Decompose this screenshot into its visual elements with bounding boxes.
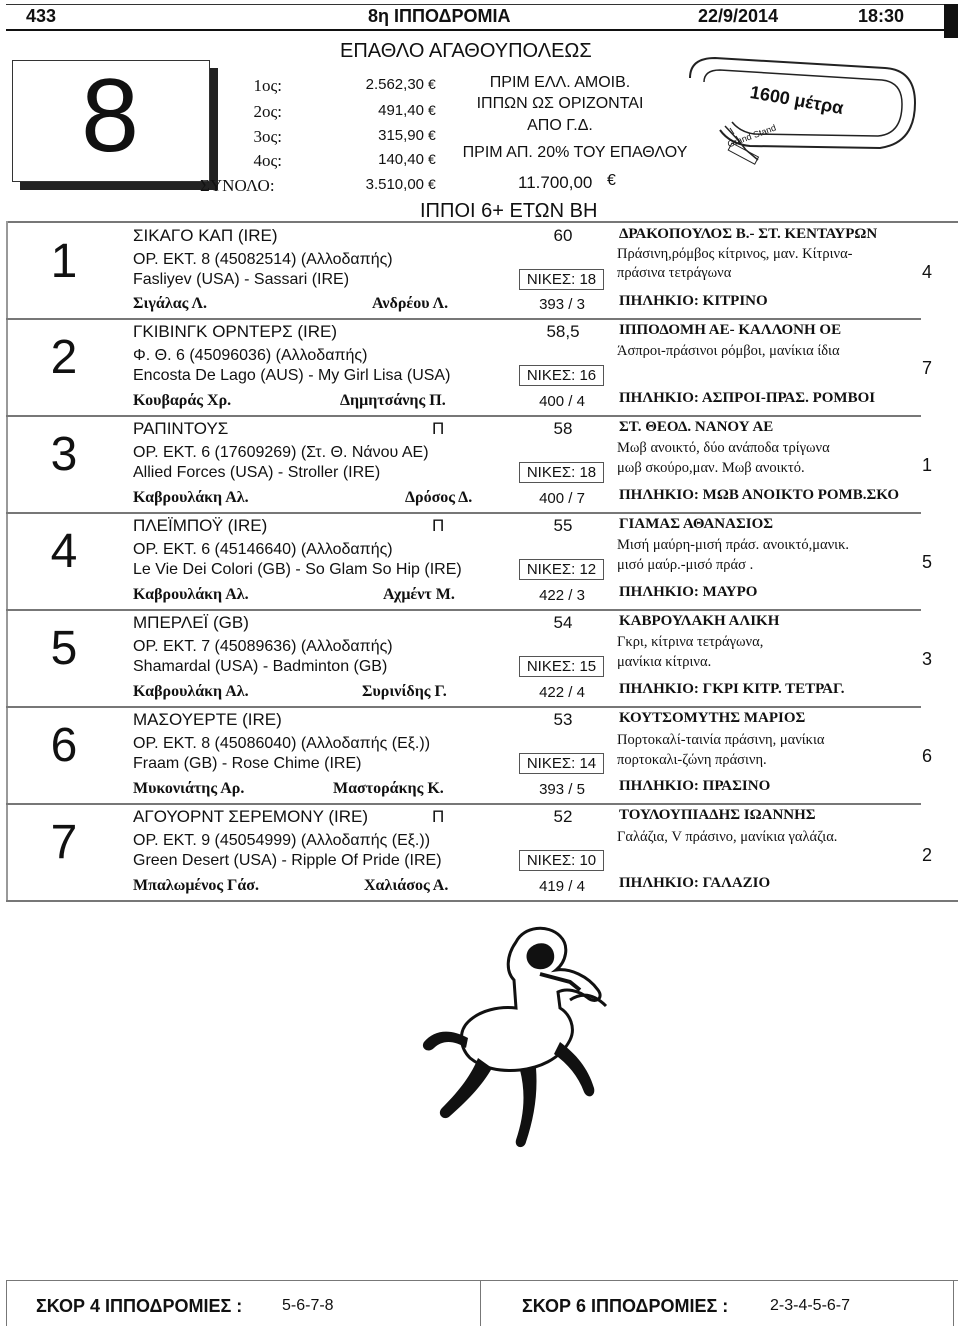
prize-label-1: 1ος:	[253, 76, 282, 95]
divider	[6, 609, 921, 611]
distance-label: 1600 μέτρα	[748, 82, 845, 119]
horse-pedigree: Le Vie Dei Colori (GB) - So Glam So Hip (IRE)	[133, 561, 462, 578]
draw-number: 3	[921, 649, 932, 669]
divider	[6, 1280, 958, 1281]
jockey: Μυκονιάτης Αρ.	[133, 780, 245, 797]
total-label: ΣΥΝΟΛΟ:	[200, 176, 275, 195]
trainer: Χαλιάσος Α.	[364, 877, 449, 894]
post-position: 6	[50, 719, 78, 772]
horse-pedigree: Fasliyev (USA) - Sassari (IRE)	[133, 271, 350, 288]
owner: ΣΤ. ΘΕΟΔ. ΝΑΝΟΥ ΑΕ	[619, 419, 774, 435]
race-number: 8	[81, 58, 139, 174]
record: 422 / 3	[539, 587, 585, 604]
horse-pedigree: Green Desert (USA) - Ripple Of Pride (IRE)	[133, 852, 442, 869]
jersey: ΠΗΛΗΚΙΟ: ΓΚΡΙ ΚΙΤΡ. ΤΕΤΡΑΓ.	[619, 681, 845, 697]
post-position: 3	[50, 428, 78, 481]
owner: ΚΑΒΡΟΥΛΑΚΗ ΑΛΙΚΗ	[619, 613, 780, 629]
horse-flag: Π	[432, 807, 445, 826]
horse-jockey-illustration	[420, 918, 610, 1163]
divider	[6, 318, 921, 320]
horse-name: ΣΙΚΑΓΟ ΚΑΠ (IRE)	[133, 226, 278, 245]
owner: ΚΟΥΤΣΟΜΥΤΗΣ ΜΑΡΙΟΣ	[619, 710, 806, 726]
prize-label-2: 2ος:	[253, 102, 282, 121]
silks-desc: μισό μαύρ.-μισό πράσ .	[617, 557, 754, 573]
post-position: 2	[50, 331, 78, 384]
record: 393 / 5	[539, 781, 585, 798]
horse-info: Φ. Θ. 6 (45096036) (Αλλοδαπής)	[133, 347, 368, 364]
record: 400 / 7	[539, 490, 585, 507]
score4-value: 5-6-7-8	[282, 1297, 334, 1314]
prize-value-2: 491,40	[378, 102, 424, 119]
trainer: Δημητσάνης Π.	[340, 392, 446, 409]
horse-name: ΓΚΙΒΙΝΓΚ ΟΡΝΤΕΡΣ (IRE)	[133, 322, 337, 341]
page-header	[6, 4, 944, 31]
trainer: Ανδρέου Λ.	[372, 295, 449, 312]
wins-box: ΝΙΚΕΣ: 18	[519, 269, 604, 290]
post-position: 1	[50, 235, 78, 288]
horse-weight: 53	[553, 710, 573, 729]
wins-box: ΝΙΚΕΣ: 18	[519, 462, 604, 483]
silks-desc: μανίκια κίτρινα.	[617, 654, 712, 670]
race-title: ΕΠΑΘΛΟ ΑΓΑΘΟΥΠΟΛΕΩΣ	[340, 40, 592, 62]
horse-name: ΜΑΣΟΥΕΡΤΕ (IRE)	[133, 710, 282, 729]
jockey: Σιγάλας Λ.	[133, 295, 207, 312]
silks-desc: πράσινα τετράγωνα	[617, 265, 732, 281]
trainer: Συρινίδης Γ.	[362, 683, 447, 700]
divider	[6, 803, 921, 805]
divider	[6, 221, 958, 223]
prize-value-3: 315,90	[378, 127, 424, 144]
jersey: ΠΗΛΗΚΙΟ: ΚΙΤΡΙΝΟ	[619, 293, 768, 309]
score4-label: ΣΚΟΡ 4 ΙΠΠΟΔΡΟΜΙΕΣ :	[36, 1296, 243, 1316]
horse-weight: 58,5	[546, 322, 580, 341]
horse-info: ΟΡ. ΕΚΤ. 7 (45089636) (Αλλοδαπής)	[133, 638, 393, 655]
silks-desc: Μωβ ανοικτό, δύο ανάποδα τρίγωνα	[617, 440, 830, 456]
score6-value: 2-3-4-5-6-7	[770, 1297, 851, 1314]
post-position: 4	[50, 525, 78, 578]
jockey: Κουβαράς Χρ.	[133, 392, 232, 409]
track-diagram	[670, 48, 930, 178]
trainer: Μαστοράκης Κ.	[333, 780, 444, 797]
jockey: Μπαλωμένος Γάσ.	[133, 877, 259, 894]
wins-box: ΝΙΚΕΣ: 16	[519, 365, 604, 386]
horse-weight: 54	[553, 613, 573, 632]
horse-weight: 60	[553, 226, 573, 245]
divider	[6, 512, 921, 514]
total-value: 3.510,00	[365, 176, 424, 193]
race-time: 18:30	[858, 6, 905, 26]
silks-desc: μωβ σκούρο,μαν. Μωβ ανοικτό.	[617, 460, 805, 476]
wins-box: ΝΙΚΕΣ: 12	[519, 559, 604, 580]
divider	[6, 706, 921, 708]
trainer: Αχμέντ Μ.	[383, 586, 455, 603]
horse-name: ΠΛΕΪΜΠΟΫ (IRE)	[133, 516, 268, 535]
race-date: 22/9/2014	[698, 6, 779, 26]
silks-desc: πορτοκαλι-ζώνη πράσινη.	[617, 752, 767, 768]
race-label: 8η ΙΠΠΟΔΡΟΜΙΑ	[368, 6, 511, 26]
horse-weight: 52	[553, 807, 573, 826]
horse-pedigree: Encosta De Lago (AUS) - My Girl Lisa (USA)	[133, 367, 451, 384]
bonus-line-1: ΠΡΙΜ ΕΛΛ. ΑΜΟΙΒ.	[489, 74, 631, 91]
wins-box: ΝΙΚΕΣ: 10	[519, 850, 604, 871]
divider	[6, 415, 921, 417]
owner: ΓΙΑΜΑΣ ΑΘΑΝΑΣΙΟΣ	[619, 516, 774, 532]
bonus-total: 11.700,00	[518, 173, 593, 192]
draw-number: 1	[921, 455, 932, 475]
euro-icon: €	[428, 102, 436, 118]
divider	[6, 221, 8, 901]
horse-weight: 58	[553, 419, 573, 438]
draw-number: 6	[921, 746, 932, 766]
record: 422 / 4	[539, 684, 585, 701]
post-position: 5	[50, 622, 78, 675]
horse-pedigree: Allied Forces (USA) - Stroller (IRE)	[133, 464, 381, 481]
divider	[6, 900, 958, 902]
euro-icon: €	[428, 151, 436, 167]
horse-flag: Π	[432, 516, 445, 535]
horse-name: ΡΑΠΙΝΤΟΥΣ	[133, 419, 229, 438]
race-category: ΙΠΠΟΙ 6+ ΕΤΩΝ ΒΗ	[420, 200, 598, 222]
draw-number: 5	[921, 552, 932, 572]
owner: ΙΠΠΟΔΟΜΗ ΑΕ- ΚΑΛΛΟΝΗ ΟΕ	[619, 322, 842, 338]
page-number: 433	[26, 6, 57, 26]
jersey: ΠΗΛΗΚΙΟ: ΑΣΠΡΟΙ-ΠΡΑΣ. ΡΟΜΒΟΙ	[619, 390, 876, 406]
euro-icon: €	[428, 127, 436, 143]
silks-desc: Γαλάζια, V πράσινο, μανίκια γαλάζια.	[617, 829, 838, 845]
wins-box: ΝΙΚΕΣ: 14	[519, 753, 604, 774]
silks-desc: Άσπροι-πράσινοι ρόμβοι, μανίκια ίδια	[617, 343, 840, 359]
wins-box: ΝΙΚΕΣ: 15	[519, 656, 604, 677]
bonus-line-4: ΠΡΙΜ ΑΠ. 20% ΤΟΥ ΕΠΑΘΛΟΥ	[462, 144, 688, 161]
euro-icon: €	[607, 172, 616, 189]
record: 393 / 3	[539, 296, 585, 313]
draw-number: 7	[921, 358, 932, 378]
jockey: Καβρουλάκη Αλ.	[133, 586, 249, 603]
silks-desc: Πορτοκαλί-ταινία πράσινη, μανίκια	[617, 732, 825, 748]
horse-flag: Π	[432, 419, 445, 438]
score6-label: ΣΚΟΡ 6 ΙΠΠΟΔΡΟΜΙΕΣ :	[522, 1296, 729, 1316]
euro-icon: €	[428, 76, 436, 92]
horse-name: ΜΠΕΡΛΕΪ (GB)	[133, 613, 249, 632]
euro-icon: €	[428, 176, 436, 192]
record: 400 / 4	[539, 393, 585, 410]
owner: ΤΟΥΛΟΥΠΙΑΔΗΣ ΙΩΑΝΝΗΣ	[619, 807, 816, 823]
silks-desc: Γκρι, κίτρινα τετράγωνα,	[617, 634, 764, 650]
divider	[953, 1280, 954, 1326]
prize-value-1: 2.562,30	[365, 76, 424, 93]
header-block	[944, 4, 958, 38]
owner: ΔΡΑΚΟΠΟΥΛΟΣ Β.- ΣΤ. ΚΕΝΤΑΥΡΩΝ	[619, 226, 878, 242]
horse-name: ΑΓΟΥΟΡΝΤ ΣΕΡΕΜΟΝΥ (IRE)	[133, 807, 369, 826]
draw-number: 2	[921, 845, 932, 865]
jockey: Καβρουλάκη Αλ.	[133, 489, 249, 506]
horse-info: ΟΡ. ΕΚΤ. 9 (45054999) (Αλλοδαπής (Εξ.))	[133, 832, 431, 849]
jockey: Καβρουλάκη Αλ.	[133, 683, 249, 700]
jersey: ΠΗΛΗΚΙΟ: ΜΑΥΡΟ	[619, 584, 758, 600]
horse-info: ΟΡ. ΕΚΤ. 6 (17609269) (Στ. Θ. Νάνου ΑΕ)	[133, 444, 429, 461]
silks-desc: Μισή μαύρη-μισή πράσ. ανοικτό,μανικ.	[617, 537, 850, 553]
horse-pedigree: Fraam (GB) - Rose Chime (IRE)	[133, 755, 362, 772]
jersey: ΠΗΛΗΚΙΟ: ΓΑΛΑΖΙΟ	[619, 875, 771, 891]
horse-pedigree: Shamardal (USA) - Badminton (GB)	[133, 658, 388, 675]
prize-label-4: 4ος:	[253, 151, 282, 170]
horse-info: ΟΡ. ΕΚΤ. 8 (45086040) (Αλλοδαπής (Εξ.))	[133, 735, 431, 752]
jersey: ΠΗΛΗΚΙΟ: ΜΩΒ ΑΝΟΙΚΤΟ ΡΟΜΒ.ΣΚΟ	[619, 487, 899, 503]
grand-stand-label: Grand Stand	[726, 122, 778, 150]
horse-weight: 55	[553, 516, 573, 535]
prize-label-3: 3ος:	[253, 127, 282, 146]
jersey: ΠΗΛΗΚΙΟ: ΠΡΑΣΙΝΟ	[619, 778, 771, 794]
bonus-line-3: ΑΠΟ Γ.Δ.	[527, 117, 593, 134]
divider	[480, 1280, 481, 1326]
trainer: Δρόσος Δ.	[405, 489, 473, 506]
divider	[6, 1280, 7, 1326]
bonus-line-2: ΙΠΠΩΝ ΩΣ ΟΡΙΖΟΝΤΑΙ	[476, 95, 644, 112]
horse-info: ΟΡ. ΕΚΤ. 8 (45082514) (Αλλοδαπής)	[133, 251, 393, 268]
silks-desc: Πράσινη,ρόμβος κίτρινος, μαν. Κίτρινα-	[617, 246, 853, 262]
prize-value-4: 140,40	[378, 151, 424, 168]
draw-number: 4	[921, 262, 932, 282]
post-position: 7	[50, 816, 78, 869]
record: 419 / 4	[539, 878, 585, 895]
horse-info: ΟΡ. ΕΚΤ. 6 (45146640) (Αλλοδαπής)	[133, 541, 393, 558]
